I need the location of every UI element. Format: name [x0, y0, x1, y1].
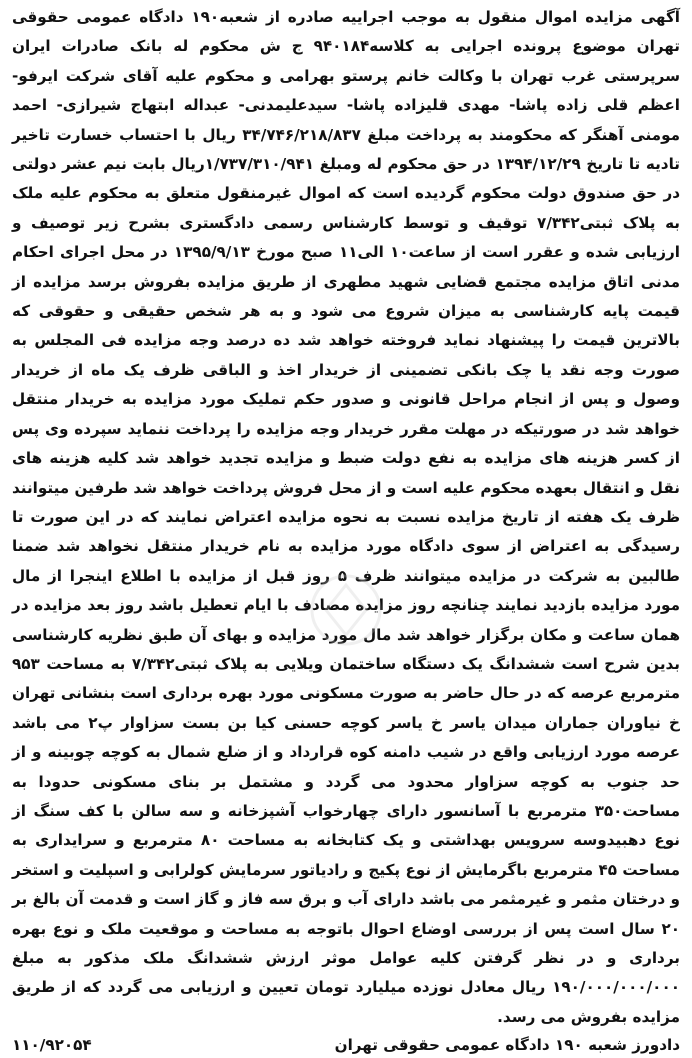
notice-footer [12, 1032, 680, 1058]
notice-body: آگهی مزایده اموال منقول به موجب اجراییه صادره از شعبه۱۹۰ دادگاه عمومی حقوقی تهران موضوع پرونده اجرایی به کلاسه۹۴۰۱۸۴ ج ش محکوم له بانک صادرات ایران سرپرستی غرب تهران با وکالت خانم پرستو بهرامی و محکوم علیه آقای شرکت ایرفو- اعظم قلی زاده پاشا- مهدی قلیزاده پاشا- سیدعلیمدنی- عبداله ابتهاج شیرازی- احمد مومنی آهنگر که محکومند به پرداخت مبلغ ۳۴/۷۴۶/۲۱۸/۸۳۷ ریال با احتساب خسارت تاخیر تادیه تا تاریخ ۱۳۹۴/۱۲/۲۹ در حق محکوم له ومبلغ ۱/۷۳۷/۳۱۰/۹۴۱ریال بابت نیم عشر دولتی در حق صندوق دولت محکوم گردیده است که اموال غیرمنقول متعلق به محکوم علیه ملک به پلاک ثبتی۷/۳۴۲ توقیف و توسط کارشناس رسمی دادگستری بشرح زیر توصیف و ارزیابی شده و عقرر است از ساعت۱۰ الی۱۱ صبح مورخ ۱۳۹۵/۹/۱۳ در محل اجرای احکام مدنی اتاق مزایده مجتمع قضایی شهید مطهری از طریق مزایده بفروش برسد مزایده از قیمت پایه کارشناسی به میزان شروع می شود و به هر شخص حقیقی و حقوقی که بالاترین قیمت را پیشنهاد نماید فروخته خواهد شد ده درصد وجه مزایده فی المجلس به صورت وجه نقد یا چک بانکی تضمینی از خریدار اخذ و الباقی ظرف یک ماه از خریدار وصول و پس از انجام مراحل قانونی و صدور حکم تملیک مورد مزایده به خریدار منتقل خواهد شد در صورتیکه در مهلت مقرر خریدار وجه مزایده را پرداخت ننماید سپرده وی پس از کسر هزینه های مزایده به نفع دولت ضبط و مزایده تجدید خواهد شد کلیه هزینه های نقل و انتقال بعهده محکوم علیه است و از محل فروش پرداخت خواهد شد طرفین میتوانند ظرف یک هفته از تاریخ مزایده نسبت به نحوه مزایده اعتراض نمایند که در این صورت تا رسیدگی به اعتراض از سوی دادگاه مورد مزایده به نام خریدار منتقل نخواهد شد ضمنا طالبین به شرکت در مزایده میتوانند ظرف ۵ روز قبل از مزایده با اطلاع اینجرا از مال مورد مزایده بازدید نمایند چنانچه روز مزایده مصادف با ایام تعطیل باشد روز بعد مزایده در همان ساعت و مکان برگزار خواهد شد مال مورد مزایده و بهای آن طبق نظریه کارشناسی بدین شرح است ششدانگ یک دستگاه ساختمان ویلایی به پلاک ثبتی۷/۳۴۲ به مساحت ۹۵۳ مترمربع عرصه که در حال حاضر به صورت مسکونی مورد بهره برداری است بنشانی تهران خ نیاوران جماران میدان یاسر خ یاسر کوچه حسنی کیا بن بست سزاوار پ۲ می باشد عرصه مورد ارزیابی واقع در شیب دامنه کوه قرارداد و از ضلع شمال به کوچه چوبینه و از حد جنوب به کوچه سزاوار محدود می گردد و مشتمل بر بنای مسکونی حدودا به مساحت۳۵۰ مترمربع با آسانسور دارای چهارخواب آشپزخانه و سه سالن با کف سنگ از نوع دهبیدوسه سرویس بهداشتی و یک کتابخانه به مساحت ۸۰ مترمربع و سرایداری به مساحت ۴۵ مترمربع باگرمایش از نوع پکیج و رادیاتور سرمایش کولرابی و اسپلیت و استخر و درختان مثمر و غیرمثمر می باشد دارای آب و برق سه فاز و گاز است و قدمت آن بالغ بر ۲۰ سال است پس از بررسی اوضاع احوال باتوجه به مساحت و موقعیت ملک و نوع بهره برداری و در نظر گرفتن کلیه عوامل موثر ارزش ششدانگ ملک مذکور به مبلغ ۱۹۰/۰۰۰/۰۰۰/۰۰۰ ریال معادل نوزده میلیارد تومان تعیین و ارزیابی می گردد که از طریق مزایده بفروش می رسد. [12, 8, 681, 1026]
notice-reference-number: ۱۱۰/۹۲۰۵۴ [12, 1036, 92, 1055]
notice-signature: دادورز شعبه ۱۹۰ دادگاه عمومی حقوقی تهران [334, 1036, 680, 1055]
